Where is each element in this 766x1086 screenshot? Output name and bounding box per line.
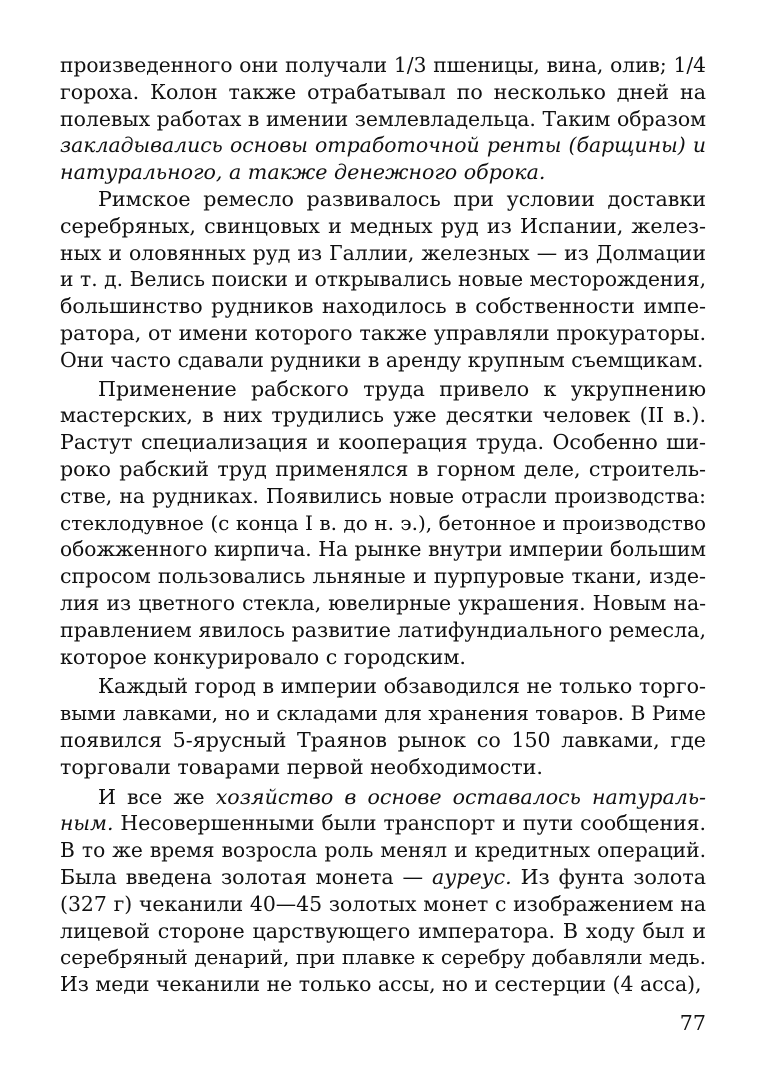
text-line: [60, 347, 706, 374]
text-line: [60, 673, 706, 700]
text-line: [60, 864, 706, 891]
text-run: Они часто сдавали рудники в аренду крупным съемщикам.: [60, 347, 704, 372]
text-line: [60, 644, 706, 671]
text-line: [60, 266, 706, 293]
text-run: роко рабский труд применялся в горном деле, строитель-: [60, 456, 706, 481]
text-run: Несовершенными были транспорт и пути сообщения.: [113, 811, 706, 836]
text-run: торговали товарами первой необходимости.: [60, 754, 543, 779]
text-line: [60, 402, 706, 429]
text-line: [60, 132, 706, 159]
text-run: произведенного они получали 1/3 пшеницы, вина, олив; 1/4: [60, 53, 706, 77]
text-run: мастерских, в них трудились уже десятки человек (II в.).: [60, 403, 706, 428]
text-run: и т. д. Велись поиски и открывались новые месторождения,: [60, 267, 706, 292]
text-line: [60, 536, 706, 563]
text-run: лия из цветного стекла, ювелирные украшения. Новым на-: [60, 590, 706, 615]
text-line: [60, 944, 706, 971]
text-line: [60, 240, 706, 267]
text-run: Римское ремесло развивалось при условии доставки: [98, 186, 706, 211]
text-run: большинство рудников находилось в собственности импе-: [60, 294, 706, 319]
paragraph: [60, 784, 706, 998]
text-line: [60, 186, 706, 213]
text-run: серебряных, свинцовых и медных руд из Испании, желез-: [60, 213, 706, 238]
text-line: [60, 700, 706, 727]
text-run: лицевой стороне царствующего императора. В ходу был и: [60, 918, 706, 943]
text-run: спросом пользовались льняные и пурпуровые ткани, изде-: [60, 564, 706, 589]
paragraph: [60, 376, 706, 671]
text-line: [60, 810, 706, 837]
page-body: [60, 52, 706, 998]
italic-text: хозяйство в основе оставалось натураль-: [215, 784, 706, 809]
text-run: гороха. Колон также отрабатывал по несколько дней на: [60, 79, 706, 104]
text-line: [60, 483, 706, 510]
text-run: И все же: [98, 784, 216, 809]
paragraph: [60, 673, 706, 780]
text-line: [60, 320, 706, 347]
text-line: [60, 456, 706, 483]
text-line: [60, 376, 706, 403]
italic-text: натурального, а также денежного оброка.: [60, 160, 546, 185]
text-line: [60, 971, 706, 998]
page-number: 77: [679, 1011, 706, 1035]
text-line: [60, 429, 706, 456]
text-line: [60, 106, 706, 133]
italic-text: закладывались основы отработочной ренты (барщины) и: [60, 133, 706, 158]
text-run: полевых работах в имении землевладельца. Таким образом: [60, 106, 706, 131]
text-line: [60, 159, 706, 186]
paragraph: [60, 186, 706, 374]
text-run: Применение рабского труда привело к укрупнению: [98, 376, 706, 401]
text-run: обожженного кирпича. На рынке внутри империи большим: [60, 537, 706, 562]
text-run: Каждый город в империи обзаводился не только торго-: [98, 674, 706, 699]
text-run: Была введена золотая монета —: [60, 864, 433, 889]
text-line: [60, 918, 706, 945]
text-run: Из меди чеканили не только ассы, но и сестерции (4 асса),: [60, 972, 702, 997]
paragraph: [60, 52, 706, 186]
text-run: Растут специализация и кооперация труда. Особенно ши-: [60, 430, 706, 455]
text-line: [60, 837, 706, 864]
text-run: ратора, от имени которого также управляли прокураторы.: [60, 320, 706, 345]
text-run: серебряный денарий, при плавке к серебру добавляли медь.: [60, 945, 706, 970]
italic-text: ным.: [60, 811, 114, 836]
text-run: (327 г) чеканили 40—45 золотых монет с изображением на: [60, 891, 706, 916]
text-run: ных и оловянных руд из Галлии, железных — из Долмации: [60, 240, 706, 265]
text-run: Из фунта золота: [511, 864, 706, 889]
text-line: [60, 754, 706, 781]
text-line: [60, 510, 706, 537]
text-run: стеклодувное (с конца I в. до н. э.), бетонное и производство: [60, 510, 706, 535]
text-line: [60, 727, 706, 754]
text-line: [60, 213, 706, 240]
text-run: появился 5-ярусный Траянов рынок со 150 лавками, где: [60, 727, 706, 752]
text-line: [60, 590, 706, 617]
text-run: В то же время возросла роль менял и кредитных операций.: [60, 838, 706, 863]
italic-text: ауреус.: [432, 864, 512, 889]
text-line: [60, 563, 706, 590]
text-line: [60, 52, 706, 79]
text-line: [60, 891, 706, 918]
text-run: стве, на рудниках. Появились новые отрасли производства:: [60, 483, 706, 508]
text-line: [60, 784, 706, 811]
text-run: которое конкурировало с городским.: [60, 644, 466, 669]
text-line: [60, 293, 706, 320]
text-line: [60, 79, 706, 106]
text-run: правлением явилось развитие латифундиального ремесла,: [60, 617, 706, 642]
text-line: [60, 617, 706, 644]
text-run: выми лавками, но и складами для хранения товаров. В Риме: [60, 701, 706, 726]
